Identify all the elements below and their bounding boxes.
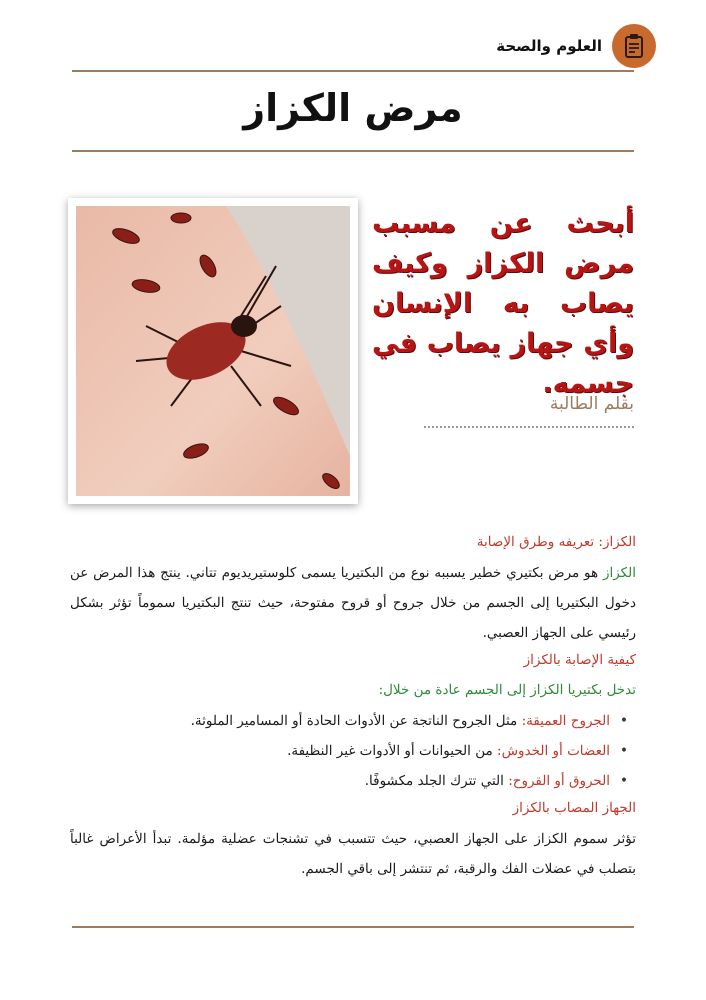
section-heading-definition: الكزاز: تعريفه وطرق الإصابة [476,534,636,550]
page-title: مرض الكزاز [243,86,463,130]
top-divider [72,70,634,72]
clipboard-icon [612,24,656,68]
page-header [496,24,656,68]
list-item-term: الحروق أو القروح: [508,773,610,789]
header-label: العلوم والصحة [496,37,602,55]
list-item [70,736,610,766]
list-item-term: الجروح العميقة: [521,713,610,729]
infection-list [70,706,636,796]
definition-term: الكزاز [602,565,636,581]
section-heading-infection: كيفية الإصابة بالكزاز [523,652,636,668]
author-label: بقلم الطالبة [549,394,634,414]
list-item-text: من الحيوانات أو الأدوات غير النظيفة. [287,743,498,759]
definition-text: هو مرض بكتيري خطير يسببه نوع من البكتيريا يسمى كلوستيريديوم تتاني. ينتج هذا المرض عن دخول البكتيريا إلى الجسم من خلال جروح أو قروح مفتوحة، حيث تنتج البكتيريا سموماً تؤثر بشكل رئيسي على الجهاز العصبي. [70,565,636,641]
affected-system-paragraph: تؤثر سموم الكزاز على الجهاز العصبي، حيث تتسبب في تشنجات عضلية مؤلمة. تبدأ الأعراض غالباً بتصلب في عضلات الفك والرقبة، ثم تنتشر إلى باقي الجسم. [70,831,636,877]
list-item [70,766,610,796]
author-name-blank [424,426,634,428]
bottom-divider [72,926,634,928]
list-item-term: العضات أو الخدوش: [497,743,610,759]
section-heading-affected-system: الجهاز المصاب بالكزاز [512,800,636,816]
list-item-text: مثل الجروح الناتجة عن الأدوات الحادة أو المسامير الملوثة. [190,713,522,729]
infection-lead: تدخل بكتيريا الكزاز إلى الجسم عادة من خلال: [378,682,636,698]
definition-paragraph [70,558,636,648]
list-item [70,706,610,736]
insects-on-skin-image [68,198,358,504]
list-item-text: التي تترك الجلد مكشوفًا. [364,773,509,789]
title-divider [72,150,634,152]
research-question: أبحث عن مسبب مرض الكزاز وكيف يصاب به الإنسان وأي جهاز يصاب في جسمه. [372,208,634,399]
article-body [70,532,636,884]
